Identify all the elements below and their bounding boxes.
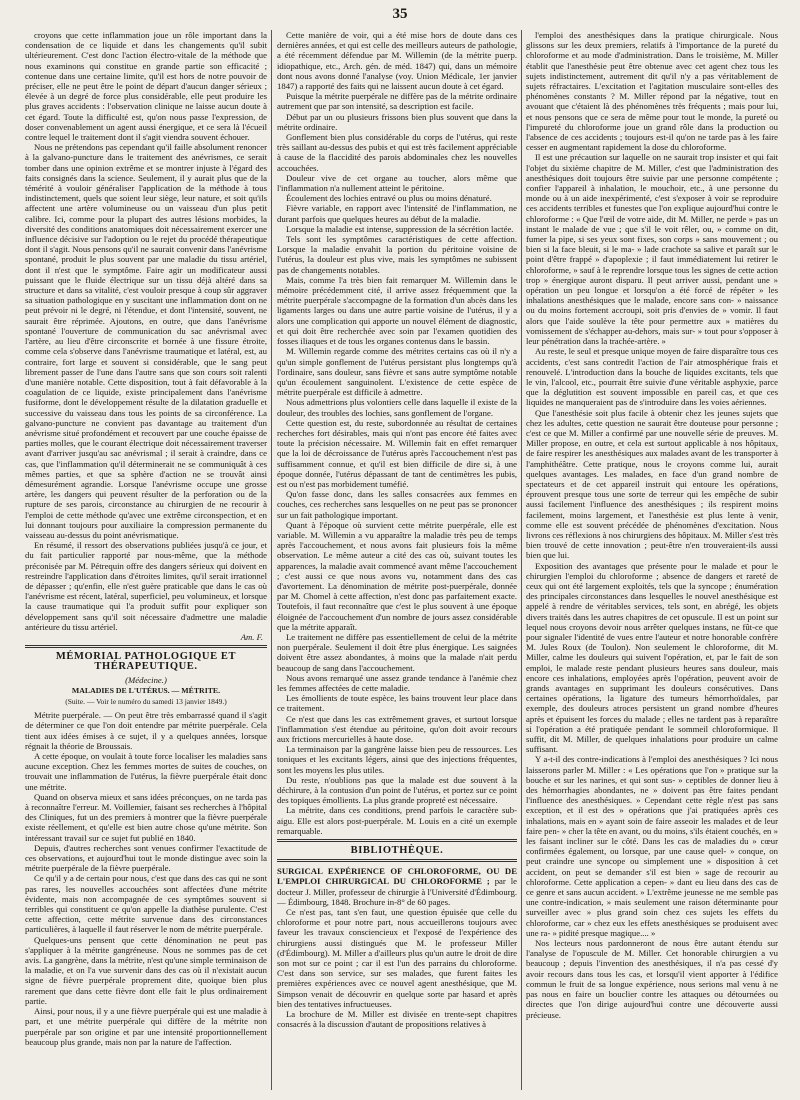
section-subhead: (Médecine.) [125,674,167,685]
paragraph: Gonflement bien plus considérable du corps de l'utérus, qui reste très saillant au-dessus des pubis et qui est très facilement appréciable à cause de la flaccidité des parois abdominales chez les nouvelles accouchées. [277,132,517,173]
paragraph: Fièvre variable, en rapport avec l'intensité de l'inflammation, ne durant parfois que quelques heures au début de la maladie. [277,203,517,224]
section-title: BIBLIOTHÈQUE. [350,845,444,857]
paragraph: Douleur vive de cet organe au toucher, alors même que l'inflammation n'a nullement atteint le péritoine. [277,172,517,194]
paragraph: Depuis, d'autres recherches sont venues confirmer l'exactitude de ces observations, et aujourd'hui tout le monde distingue avec soin la métrite puerpérale de la fièvre puerpérale. [25,842,267,874]
paragraph: Ce qu'il y a de certain pour nous, c'est que dans des cas qui ne sont pas rares, les nouvelles accouchées sont affectées d'une métrite évidente, mais non accompagnée de ces symptômes souvent si terribles qui constituent ce qu'on appelle la diathèse purulente. C'est cette affection, cette métrite survenue dans des circonstances particulières, à laquelle il faut réserver le nom de métrite puerpérale. [25,873,267,935]
column-right [526,30,778,1092]
section-divider [277,839,517,842]
paragraph: Métrite puerpérale. — On peut être très embarrassé quand il s'agit de déterminer ce que l'on doit entendre par métrite puerpérale. Cela tient aux idées émises à ce sujet, il y a quelques années, lorsque régnait la théorie de Broussais. [25,710,267,751]
paragraph: Écoulement des lochies entravé ou plus ou moins dénaturé. [286,193,492,204]
paragraph: En résumé, il ressort des observations publiées jusqu'à ce jour, et du fait particulier rapporté par nous-même, que la méthode préconisée par M. Pétrequin offre des dangers sérieux qui doivent en restreindre l'application dans d'étroites limites, qu'il serait irrationnel de dépasser ; qu'enfin, elle n'est guère praticable que dans le cas où l'anévrisme est récent, latéral, superficiel, peu volumineux, et lorsque la cause traumatique qui l'a produit suffit pour expliquer son développement sans qu'il soit nécessaire d'admettre une maladie antérieure du tissu artériel. [25,540,267,632]
paragraph: Début par un ou plusieurs frissons bien plus souvent que dans la métrite ordinaire. [277,111,517,132]
paragraph: Au reste, le seul et presque unique moyen de faire disparaître tous ces accidents, c'est sans contredit l'action de l'air atmosphérique frais et renouvelé. L'introduction dans la bouche de liquides excitants, tels que le vin, l'alcool, etc., pourrait être suivie d'une véritable asphyxie, parce que la déglutition est souvent impossible en pareil cas, et que ces liquides ne manqueraient pas de s'introduire dans les voies aériennes. [526,346,778,408]
paragraph: Ce n'est que dans les cas extrêmement graves, et surtout lorsque l'inflammation s'est étendue au péritoine, qu'on doit avoir recours aux frictions mercurielles à haute dose. [277,713,517,745]
paragraph: Quant à l'époque où survient cette métrite puerpérale, elle est variable. M. Willemin a vu apparaître la maladie très peu de temps après l'accouchement, et nous avons fait plusieurs fois la même observation. Le même auteur a cité des cas où, suivant toutes les apparences, la maladie avait commencé avant même l'accouchement ; c'est aussi ce que nous avons vu, notamment dans des cas d'avortement. La dénomination de métrite post-puerpérale, donnée par M. Chomel à cette affection, n'est donc pas parfaitement exacte. Toutefois, il faut reconnaître que c'est le plus souvent à une époque éloignée de l'accouchement d'un nombre de jours assez considérable que la métrite apparaît. [277,519,517,632]
paragraph: A cette époque, on voulait à toute force localiser les maladies sans aucune exception. Chez les femmes mortes de suites de couches, on trouvait une inflammation de l'utérus, la fièvre puerpérale était donc une métrite. [25,751,267,792]
paragraph: Que l'anesthésie soit plus facile à obtenir chez les jeunes sujets que chez les adultes, cette question ne saurait être douteuse pour personne ; c'est ce que M. Miller a confirmé par une nouvelle série de preuves. M. Miller propose, en outre, et cela est surtout applicable à nos hôpitaux, de faire respirer les anesthésiques aux malades avant de les transporter à l'amphithéâtre. Cette pratique, nous le croyons comme lui, aurait quelques avantages. Les malades, en face d'un grand nombre de spectateurs et de cet appareil instruit qui entoure les opérations, éprouvent presque tous une sorte de terreur qui les empêche de subir aussi facilement l'influence des anesthésiques ; ils respirent moins facilement, moins largement, et l'anesthésie est plus lente à venir, comme elle est souvent précédée de phénomènes d'excitation. Nous livrons ces réflexions à nos chirurgiens des hôpitaux. M. Miller s'est très bien trouvé de cette innovation ; peut-être n'en trouveraient-ils aussi bien que lui. [526,407,778,561]
paragraph: La brochure de M. Miller est divisée en trente-sept chapitres consacrés à la discussion d'autant de propositions relatives à [277,1009,517,1030]
paragraph: Ce n'est pas, tant s'en faut, une question épuisée que celle du chloroforme et pour notre part, nous accueillerons toujours avec faveur les travaux consciencieux et l'exposé de l'expérience des chirurgiens aussi distingués que M. le professeur Miller (d'Édimbourg). M. Miller a d'ailleurs plus qu'un autre le droit de dire son mot sur ce point ; car il est l'un des parrains du chloroforme. C'est dans son service, sur ses malades, que furent faites les premières expériences avec ce nouvel agent anesthésique, que M. Simpson venait de découvrir en quelque sorte par hasard et après bien des tentatives infructueuses. [277,907,517,1009]
book-details: par le docteur J. Miller, professeur de chirurgie à l'Université d'Édimbourg. — Édimbourg, 1848. Brochure in-8° de 60 pages. [277,876,517,907]
paragraph: Du reste, n'oublions pas que la malade est due souvent à la déchirure, à la contusion d'un point de l'utérus, et portez sur ce point des topiques émollients. La plus grande propreté est nécessaire. [277,774,517,806]
paragraph: Y a-t-il des contre-indications à l'emploi des anesthésiques ? Ici nous laisserons parler M. Miller : « Les opérations que l'on » pratique sur la bouche et sur les narines, et qui sont sus- » ceptibles de donner lieu à des hémorrhagies abondantes, ne » doivent pas être faites pendant l'influence des anesthésiques. » Cependant cette règle n'est pas sans exception, et il est des » opérations que j'ai pratiquées après ces inhalations, mais en » ayant soin de faire asseoir les malades et de leur faire pen- » cher la tête en avant, ou du moins, s'ils étaient couchés, en » les faisant incliner sur le côté. Dans les cas de maladies du » cœur confirmées également, ou lorsque, par une cause quel- » conque, on peut craindre une syncope ou simplement une » disposition à cet accident, on peut se demander s'il est bien » sage de recourir au chloroforme. Cette application a cepen- » dant eu lieu dans des cas de ce genre et sans aucun accident. » L'extrême jeunesse ne me semble pas une contre-indication, » mais seulement une raison déterminante pour surveiller avec » plus grand soin chez ces sujets les effets du chloroforme, car » chez eux les effets anesthésiques se produisent avec une ra- » pidité presque magique.... » [526,754,778,938]
column-divider [271,30,272,1090]
author-signature: Am. F. [240,631,263,642]
paragraph: Les émollients de toute espèce, les bains trouvent leur place dans ce traitement. [277,693,517,714]
paragraph: Ainsi, pour nous, il y a une fièvre puerpérale qui est une maladie à part, et une métrite puerpérale qui diffère de la métrite non puerpérale par son origine et par une intensité proportionnellement beaucoup plus grande, mais non par la nature de l'affection. [25,1006,267,1047]
paragraph: Mais, comme l'a très bien fait remarquer M. Willemin dans le mémoire précédemment cité, il arrive assez fréquemment que la métrite puerpérale s'accompagne de la formation d'un abcès dans les ligaments larges ou dans une autre partie voisine de l'utérus, il y a alors une complication qui apporte un nouvel élément de diagnostic, et qui doit être recherchée avec soin par l'examen quotidien des fosses iliaques et de tous les organes contenus dans le bassin. [277,274,517,347]
paragraph: Puisque la métrite puerpérale ne diffère pas de la métrite ordinaire autrement que par son intensité, sa description est facile. [277,91,517,112]
section-title: MÉMORIAL PATHOLOGIQUE ET THÉRAPEUTIQUE. [55,651,237,673]
book-title: SURGICAL EXPÉRIENCE OF CHLOROFORME, OU DE L'EMPLOI CHIRURGICAL DU CHLOROFORME ; [277,866,517,887]
paragraph: Il est une précaution sur laquelle on ne saurait trop insister et qui fait l'objet du sixième chapitre de M. Miller, c'est que l'administration des anesthésiques doit toujours être suivie par une personne compétente ; confier l'appareil à inhalation, le mouchoir, etc., à une personne du monde ou à un aide inexpérimenté, c'est s'exposer à voir se reproduire ces accidents terribles et funestes que l'on explique aujourd'hui contre le chloroforme : « Que l'œil de votre aide, dit M. Miller, ne perde » pas un instant le malade de vue ; que s'il le voit rêler, ou, » comme on dit, fumer la pipe, si ses yeux sont fixes, son corps » sans mouvement ; ou bien si la face bleuit, si le ma- » lade crachote sa salive et paraît sur le point d'être frappé » d'apoplexie ; il faut immédiatement lui retirer le chloroforme, » sauf à le reprendre lorsque tous les signes de cette action trop » énergique auront disparu. Il peut arriver aussi, pendant une » opération un peu longue et lorsqu'on a été forcé de répéter » les inhalations anesthésiques que le malade, encore sans con- » naissance ou du moins fortement accroupi, soit pris d'envies de » vomir. Il faut alors que l'aide soulève la tête pour permettre aux » matières du vomissement de s'échapper au-dehors, mais sur- » tout pour s'opposer à leur pénétration dans la trachée-artère. » [526,152,778,347]
column-left [25,30,267,1092]
paragraph: Exposition des avantages que présente pour le malade et pour le chirurgien l'emploi du chloroforme ; absence de dangers et rareté de ceux qui ont été largement exploités, tels que la syncope ; énumération des principales circonstances dans lesquelles le nouvel anesthésique est appelé à rendre de véritables services, tels sont, en abrégé, les objets divers traités dans les autres chapitres de cet opuscule. Il est un point sur lequel nous croyons devoir nous arrêter quelques instans, ne fût-ce que pour signaler l'identité de vues entre l'auteur et notre honorable confrère M. Jules Roux (de Toulon). Non seulement le chloroforme, dit M. Miller, calme les douleurs qui suivent l'opération, et, par le fait de son emploi, le malade reste pendant plusieurs heures sans douleur, mais encore ces inhalations, employées après l'opération, peuvent avoir de grands avantages en supprimant les douleurs consécutives. Dans certaines opérations, la ligature des tumeurs hémorrhoïdales, par exemple, des douleurs atroces persistent un grand nombre d'heures après et épuisent les forces du malade ; elles ne tardent pas à reparaître si l'opération a été pratiquée pendant le sommeil chloroformique. Il suffit, dit M. Miller, de quelques inhalations pour produire un calme suffisant. [526,560,778,755]
paragraph: Nous ne prétendons pas cependant qu'il faille absolument renoncer à la galvano-puncture dans le traitement des anévrismes, ce serait tomber dans une opinion extrême et se montrer injuste à l'égard des faits consignés dans la science. Seulement, il y aurait plus que de la témérité à vouloir généraliser l'application de la méthode à tous indistinctement, quels que soient leur siège, leur nature, et soit qu'ils affectent une artère volumineuse ou un vaisseau d'un plus petit calibre. Ici, comme pour la plupart des autres lésions morbides, la diversité des conditions anatomiques doit nécessairement exercer une influence décisive sur l'adoption ou le rejet du procédé thérapeutique dont il s'agit. Nous pensons qu'il ne saurait convenir dans l'anévrisme spontané, produit le plus souvent par une maladie du tissu artériel, dont il n'est que le symptôme. Faire agir un modificateur aussi puissant que le fluide électrique sur un tissu déjà altéré dans sa structure et dans sa vitalité, c'est vouloir presque à coup sûr aggraver sa situation pathologique en y suscitant une inflammation dont on ne peut prévoir ni le degré, ni l'étendue, et dont l'intensité, souvent, ne saurait être réprimée. Ajoutons, en outre, que dans l'anévrisme spontané l'ouverture de communication du sac anévrismal avec l'artère, au lieu d'être circonscrite et bornée à une fissure étroite, comme cela s'observe dans l'anévrisme traumatique et latéral, est, au contraire, fort large et souvent si considérable, que le sang peut librement passer de l'une dans l'autre sans que son cours soit ralenti d'une manière notable. Cette disposition, tout à fait défavorable à la coagulation de ce liquide, existe principalement dans l'anévrisme fusiforme, dont le développement résulte de la dilatation graduelle et successive du vaisseau dans tous les points de sa circonférence. La galvano-puncture ne convient pas davantage au traitement d'un anévrisme situé profondément et recouvert par une couche épaisse de parties molles, que le courant électrique doit nécessairement traverser avant d'arriver jusqu'au sac anévrismal ; il serait à craindre, dans ce cas, que l'inflammation qu'il déterminerait ne se communiquât à ces mêmes parties, et que sa sphère d'action ne se trouvât ainsi démesurément agrandie. Lorsque l'anévrisme occupe une grosse artère, les dangers qui peuvent résulter de la perforation ou de la rupture de ses parois, circonstance au chirurgien de ne recourir à l'emploi de cette méthode qu'avec une extrême circonspection, et en lui donnant toujours pour auxiliaire la compression permanente du vaisseau au-dessus du point anévrismatique. [25,142,267,540]
paragraph: Cette manière de voir, qui a été mise hors de doute dans ces dernières années, et qui est celle des meilleurs auteurs de pathologie, a été récemment défendue par M. Willemin (de la métrite puerp. idiopathique, etc., Arch. gén. de méd. 1847) qui, dans un mémoire dont nous avons donné l'analyse (voy. Union Médicale, 1er janvier 1847) a rapporté des faits qui ne laissent aucun doute à cet égard. [277,30,517,92]
paragraph: Le traitement ne diffère pas essentiellement de celui de la métrite non puerpérale. Seulement il doit être plus énergique. Les saignées doivent être assez abondantes, à moins que la malade n'ait perdu beaucoup de sang dans l'accouchement. [277,631,517,673]
paragraph: croyons que cette inflammation joue un rôle important dans la condensation de ce liquide et dans les changements qu'il subit ultérieurement. C'est donc l'action électro-vitale de la méthode que nous examinons qui constitue en grande partie son efficacité ; contenue dans une certaine limite, qu'il est hors de notre pouvoir de préciser, elle ne peut être le point de départ d'aucun danger sérieux ; élevée à un degré de force plus considérable, elle peut produire les plus graves accidents : l'observation clinique ne laisse aucun doute à cet égard. Toute la difficulté est, qu'on nous passe l'expression, de doser convenablement un agent aussi énergique, et ce sera là l'écueil contre lequel le traitement dont il s'agit viendra souvent échouer. [25,30,267,143]
page-number: 35 [392,6,408,22]
book-reference [277,866,517,907]
section-divider [25,645,267,648]
paragraph: La métrite, dans ces conditions, prend parfois le caractère sub-aigu. Elle est alors post-puerpérale. M. Louis en a cité un exemple remarquable. [277,805,517,836]
column-middle [277,30,517,1092]
article-note: (Suite. — Voir le numéro du samedi 13 janvier 1849.) [65,697,227,706]
paragraph: M. Willemin regarde comme des métrites certains cas où il n'y a qu'un simple gonflement de l'utérus persistant plus longtemps qu'à l'ordinaire, sans douleur, sans fièvre et sans autre symptôme notable qu'un écoulement sanguinolent. L'existence de cette espèce de métrite puerpérale est difficile à admettre. [277,346,517,398]
paragraph: La terminaison par la gangrène laisse bien peu de ressources. Les toniques et les excitants légers, ainsi que des injections fréquentes, sont les moyens les plus utiles. [277,744,517,775]
paragraph: Qu'on fasse donc, dans les salles consacrées aux femmes en couches, ces recherches sans lesquelles on ne peut pas se prononcer sur un fait pathologique important. [277,489,517,520]
column-divider [521,30,522,1090]
paragraph: Lorsque la maladie est intense, suppression de la sécrétion lactée. [286,223,514,234]
paragraph: l'emploi des anesthésiques dans la pratique chirurgicale. Nous glissons sur les deux premiers, relatifs à l'importance de la pureté du chloroforme et au mode d'administration. Dans le troisième, M. Miller établit que l'anesthésie peut être obtenue avec cet agent chez tous les sujets indistinctement, autrement dit qu'il n'y a pas véritablement de sujets réfractaires. L'excitation et l'agitation musculaire sont-elles des phénomènes constants ? M. Miller répond par la négative, tout en avouant que c'étaient là des phénomènes très fréquents ; mais pour lui, et nous pensons que ce sera de même pour tout le monde, la pureté ou l'impureté du chloroforme joue un grand rôle dans la production ou l'absence de ces accidents ; toujours est-il qu'on ne tarde pas à les faire cesser en augmentant rapidement la dose du chloroforme. [526,30,778,153]
article-title: MALADIES DE L'UTÉRUS. — MÉTRITE. [71,685,221,695]
paragraph: Quand on observa mieux et sans idées préconçues, on ne tarda pas à reconnaître l'erreur. M. Voillemier, faisant ses recherches à l'hôpital des Cliniques, fut un des premiers à montrer que la fièvre puerpérale existe réellement, et qu'elle est bien autre chose qu'une métrite. Son intéressant travail sur ce sujet fut publié en 1840. [25,791,267,843]
paragraph: Cette question est, du reste, subordonnée au résultat de certaines recherches fort désirables, mais qui n'ont pas encore été faites avec toute la précision nécessaire. M. Willemin fait en effet remarquer que la loi de décroissance de l'utérus après l'accouchement n'est pas suffisamment connue, et qu'il est bien difficile de dire si, à une époque donnée, l'utérus dépassant de tant de centimètres les pubis, est ou n'est pas morbidement tuméfié. [277,417,517,489]
paragraph: Tels sont les symptômes caractéristiques de cette affection. Lorsque la maladie envahit la portion du péritoine voisine de l'utérus, la douleur est plus vive, mais les symptômes ne subissent pas de changements notables. [277,234,517,275]
section-divider [277,859,517,862]
paragraph: Nous admettrions plus volontiers celle dans laquelle il existe de la douleur, des troubles des lochies, sans gonflement de l'organe. [277,397,517,418]
paragraph: Nous avons remarqué une assez grande tendance à l'anémie chez les femmes affectées de cette maladie. [277,672,517,693]
paragraph: Nos lecteurs nous pardonneront de nous être autant étendu sur l'analyse de l'opuscule de M. Miller. Cet honorable chirurgien a vu beaucoup ; depuis l'invention des anesthésiques, il n'a pas cessé d'y avoir recours dans tous les cas, et lorsqu'il vient apporter à l'édifice commun le fruit de sa longue expérience, nous serions mal venu à ne pas nous en faire un bouclier contre les attaques ou détournées ou directes que l'on dirige aujourd'hui contre une découverte aussi précieuse. [526,938,778,1020]
paragraph: Quelques-uns pensent que cette dénomination ne peut pas s'appliquer à la métrite gangréneuse. Nous ne sommes pas de cet avis. La gangrène, dans la métrite, n'est qu'une simple terminaison de la maladie, et on l'a vue survenir dans des cas où il n'existait aucun signe de fièvre puerpérale proprement dite, quoique bien plus rarement que dans cette fièvre dont elle fait le plus ordinairement partie. [25,934,267,1006]
